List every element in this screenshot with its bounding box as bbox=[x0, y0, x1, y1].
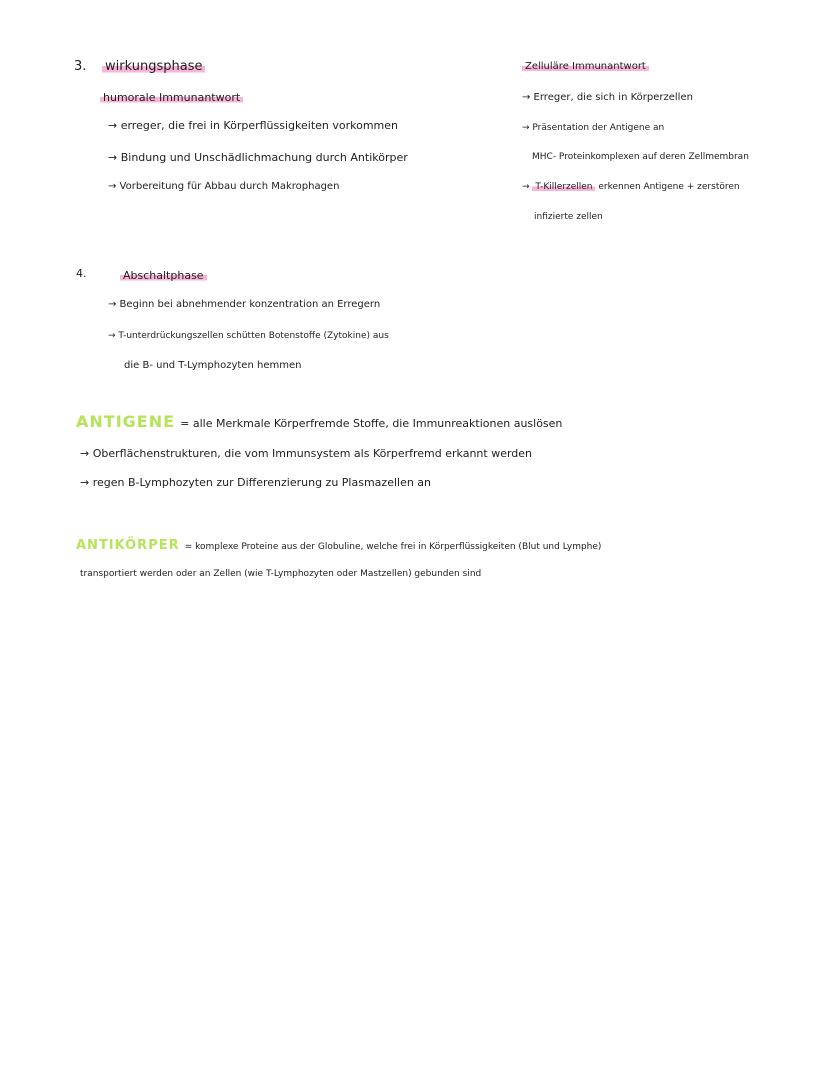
zellular-item-4 bbox=[522, 183, 740, 192]
antikoerper-line-2: transportiert werden oder an Zellen (wie T-Lymphozyten oder Mastzellen) gebunden sind bbox=[80, 569, 482, 579]
section-3-number: 3. bbox=[74, 59, 87, 74]
humoral-heading-text: humorale Immunantwort bbox=[100, 91, 243, 104]
abschalt-item-2: → T-unterdrückungszellen schütten Botenstoffe (Zytokine) aus bbox=[108, 331, 389, 341]
antikoerper-definition: = komplexe Proteine aus der Globuline, welche frei in Körperflüssigkeiten (Blut und Lymphe) bbox=[184, 542, 602, 552]
section-4-title-text: Abschaltphase bbox=[120, 269, 207, 282]
zellular-item-2: → Präsentation der Antigene an bbox=[522, 123, 665, 133]
zellular-item-4-arrow: → bbox=[522, 182, 533, 192]
humoral-item-1: → erreger, die frei in Körperflüssigkeiten vorkommen bbox=[108, 119, 399, 132]
zellular-item-1: → Erreger, die sich in Körperzellen bbox=[522, 92, 693, 103]
humoral-item-2: → Bindung und Unschädlichmachung durch Antikörper bbox=[108, 151, 408, 164]
zellular-item-3: MHC- Proteinkomplexen auf deren Zellmembran bbox=[532, 152, 749, 162]
abschalt-item-1: → Beginn bei abnehmender konzentration an Erregern bbox=[108, 299, 381, 310]
antigene-term: ANTIGENE bbox=[76, 412, 176, 431]
section-4-title bbox=[120, 270, 207, 281]
zellular-heading bbox=[522, 62, 649, 72]
antikoerper-term: ANTIKÖRPER bbox=[76, 538, 180, 553]
abschalt-item-3: die B- und T-Lymphozyten hemmen bbox=[124, 360, 302, 371]
section-3-title-text: wirkungsphase bbox=[102, 59, 205, 74]
killer-highlight: T-Killerzellen bbox=[532, 182, 595, 192]
humoral-heading bbox=[100, 92, 243, 103]
antigene-definition: = alle Merkmale Körperfremde Stoffe, die Immunreaktionen auslösen bbox=[180, 417, 563, 430]
antikoerper-line bbox=[76, 536, 601, 552]
section-3-title bbox=[102, 60, 205, 73]
antigene-item-2: → regen B-Lymphozyten zur Differenzierung zu Plasmazellen an bbox=[80, 476, 432, 489]
antigene-line bbox=[76, 414, 562, 430]
zellular-heading-text: Zelluläre Immunantwort bbox=[522, 61, 649, 72]
antigene-item-1: → Oberflächenstrukturen, die vom Immunsystem als Körperfremd erkannt werden bbox=[80, 447, 533, 460]
humoral-item-3: → Vorbereitung für Abbau durch Makrophagen bbox=[108, 181, 340, 192]
section-4-number: 4. bbox=[76, 267, 87, 280]
zellular-item-4-rest: erkennen Antigene + zerstören bbox=[595, 182, 740, 192]
zellular-item-5: infizierte zellen bbox=[534, 212, 603, 222]
